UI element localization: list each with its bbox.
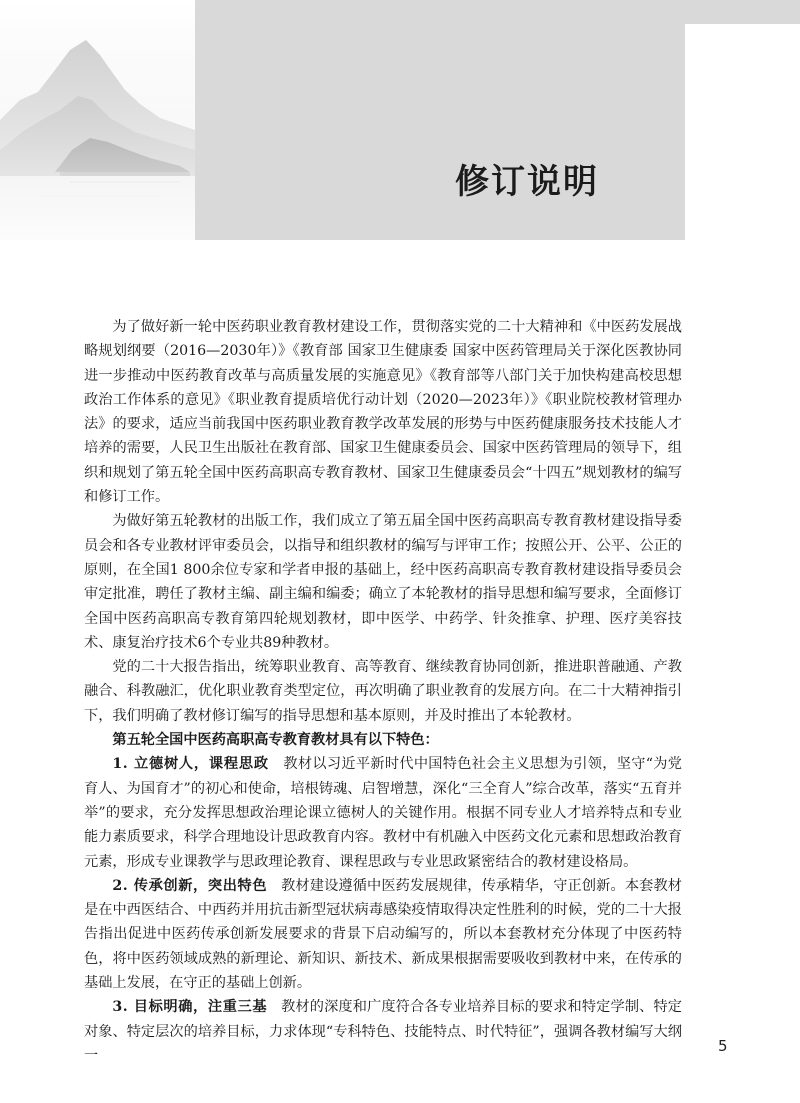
- feature-title: 2. 传承创新，突出特色: [112, 877, 268, 894]
- landscape-illustration: [0, 0, 195, 240]
- feature-title: 1. 立德树人，课程思政: [112, 756, 269, 773]
- feature-text: 教材以习近平新时代中国特色社会主义思想为引领，坚守“为党育人、为国育才”的初心和使命，培根铸魂、启智增慧，深化“三全育人”综合改革，落实“五育并举”的要求，充分发挥思想政治理论课立德树人的关键作用。根据不同专业人才培养特点和专业能力素质要求，科学合理地设计思政教育内容。教材中有机融入中医药文化元素和思想政治教育元素，形成专业课教学与思政理论教育、课程思政与专业思政紧密结合的教材建设格局。: [84, 756, 682, 870]
- feature-title: 3. 目标明确，注重三基: [112, 999, 268, 1016]
- feature-paragraph: [84, 752, 682, 873]
- paragraph: 为做好第五轮教材的出版工作，我们成立了第五届全国中医药高职高专教育教材建设指导委员会和各专业教材评审委员会，以指导和组织教材的编写与评审工作；按照公开、公平、公正的原则，在全国1 800余位专家和学者申报的基础上，经中医药高职高专教育教材建设指导委员会审定批准，聘任了教材主编、副主编和编委；确立了本轮教材的指导思想和编写要求，全面修订全国中医药高职高专教育第四轮规划教材，即中医学、中药学、针灸推拿、护理、医疗美容技术、康复治疗技术6个专业共89种教材。: [84, 513, 682, 651]
- features-heading: 第五轮全国中医药高职高专教育教材具有以下特色：: [112, 732, 439, 749]
- feature-paragraph: [84, 995, 682, 1068]
- header-band-right: [685, 0, 800, 240]
- mountain-landscape-image: [0, 0, 195, 240]
- page-number: 5: [718, 1037, 728, 1055]
- header-strip: [685, 0, 800, 24]
- feature-text: 教材的深度和广度符合各专业培养目标的要求和特定学制、特定对象、特定层次的培养目标，力求体现“专科特色、技能特点、时代特征”，强调各教材编写大纲一: [84, 999, 682, 1064]
- paragraph: 党的二十大报告指出，统筹职业教育、高等教育、继续教育协同创新，推进职普融通、产教融合、科教融汇，优化职业教育类型定位，再次明确了职业教育的发展方向。在二十大精神指引下，我们明确了教材修订编写的指导思想和基本原则，并及时推出了本轮教材。: [84, 659, 682, 724]
- body-text: [84, 315, 682, 1068]
- page-title: 修订说明: [455, 162, 599, 202]
- feature-text: 教材建设遵循中医药发展规律，传承精华，守正创新。本套教材是在中西医结合、中西药并用抗击新型冠状病毒感染疫情取得决定性胜利的时候，党的二十大报告指出促进中医药传承创新发展要求的背景下启动编写的，所以本套教材充分体现了中医药特色，将中医药领域成熟的新理论、新知识、新技术、新成果根据需要吸收到教材中来，在传承的基础上发展，在守正的基础上创新。: [84, 877, 682, 992]
- feature-paragraph: [84, 874, 682, 995]
- header-band: [195, 0, 685, 240]
- paragraph: 为了做好新一轮中医药职业教育教材建设工作，贯彻落实党的二十大精神和《中医药发展战略规划纲要（2016—2030年）》《教育部 国家卫生健康委 国家中医药管理局关于深化医教协同进一步推动中医药教育改革与高质量发展的实施意见》《教育部等八部门关于加快构建高校思想政治工作体系的意见》《职业教育提质培优行动计划（2020—2023年）》《职业院校教材管理办法》的要求，适应当前我国中医药职业教育教学改革发展的形势与中医药健康服务技术技能人才培养的需要，人民卫生出版社在教育部、国家卫生健康委员会、国家中医药管理局的领导下，组织和规划了第五轮全国中医药高职高专教育教材、国家卫生健康委员会“十四五”规划教材的编写和修订工作。: [84, 319, 682, 506]
